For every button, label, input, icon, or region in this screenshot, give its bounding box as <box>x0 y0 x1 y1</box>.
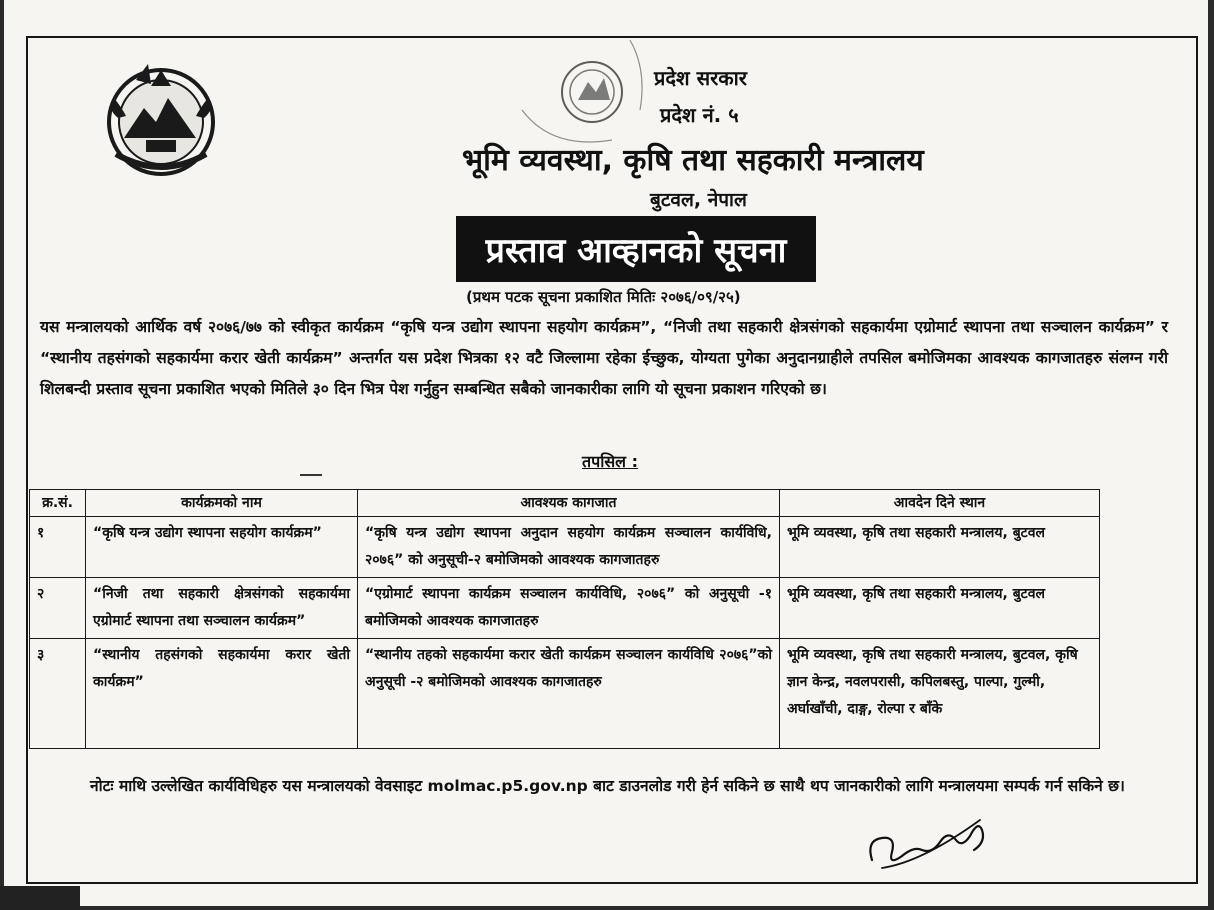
ministry-title: भूमि व्यवस्था, कृषि तथा सहकारी मन्त्रालय <box>462 143 924 178</box>
program-cell: “निजी तथा सहकारी क्षेत्रसंगको सहकार्यमा एग्रोमार्ट स्थापना तथा सञ्चालन कार्यक्रम” <box>86 578 358 639</box>
page-corner-shadow <box>0 886 80 910</box>
program-cell: “स्थानीय तहसंगको सहकार्यमा करार खेती कार्यक्रम” <box>86 639 358 749</box>
note-paragraph: नोटः माथि उल्लेखित कार्यविधिहरु यस मन्त्रालयको वेवसाइट molmac.p5.gov.np बाट डाउनलोड गरी हेर्न सकिने छ साथै थप जानकारीको लागि मन्त्रालयमा सम्पर्क गर्न सकिने छ। <box>90 777 1125 795</box>
province-label: प्रदेश नं. ५ <box>660 103 739 127</box>
details-table <box>29 489 1100 749</box>
details-heading: तपसिल : <box>582 452 638 471</box>
location-label: बुटवल, नेपाल <box>650 189 747 211</box>
documents-cell: “स्थानीय तहको सहकार्यमा करार खेती कार्यक्रम सञ्चालन कार्यविधि २०७६”को अनुसूची -२ बमोजिमको आवश्यक कागजातहरु <box>358 639 780 749</box>
government-label: प्रदेश सरकार <box>654 66 747 90</box>
column-header: आवश्यक कागजात <box>358 490 780 517</box>
place-cell: भूमि व्यवस्था, कृषि तथा सहकारी मन्त्रालय, बुटवल <box>780 578 1100 639</box>
program-cell: “कृषि यन्त्र उद्योग स्थापना सहयोग कार्यक्रम” <box>86 517 358 578</box>
place-cell: भूमि व्यवस्था, कृषि तथा सहकारी मन्त्रालय, बुटवल <box>780 517 1100 578</box>
place-cell: भूमि व्यवस्था, कृषि तथा सहकारी मन्त्रालय, बुटवल, कृषि ज्ञान केन्द्र, नवलपरासी, कपिलबस्तु, पाल्पा, गुल्मी, अर्घाखाँची, दाङ्ग, रोल्पा र बाँके <box>780 639 1100 749</box>
notice-page <box>4 0 1208 906</box>
serial-cell: ३ <box>30 639 86 749</box>
intro-paragraph: यस मन्त्रालयको आर्थिक वर्ष २०७६/७७ को स्वीकृत कार्यक्रम “कृषि यन्त्र उद्योग स्थापना सहयोग कार्यक्रम”, “निजी तथा सहकारी क्षेत्रसंगको सहकार्यमा एग्रोमार्ट स्थापना तथा सञ्चालन कार्यक्रम” र “स्थानीय तहसंगको सहकार्यमा करार खेती कार्यक्रम” अन्तर्गत यस प्रदेश भित्रका १२ वटै जिल्लामा रहेका ईच्छुक, योग्यता पुगेका अनुदानग्राहीले तपसिल बमोजिमका आवश्यक कागजातहरु संलग्न गरी शिलबन्दी प्रस्ताव सूचना प्रकाशित भएको मितिले ३० दिन भित्र पेश गर्नुहुन सम्बन्धित सबैको जानकारीका लागि यो सूचना प्रकाशन गरिएको छ। <box>40 318 1168 398</box>
notice-title: प्रस्ताव आव्हानको सूचना <box>485 231 787 271</box>
table-row <box>30 639 1100 749</box>
notice-title-banner <box>456 216 816 282</box>
documents-cell: “एग्रोमार्ट स्थापना कार्यक्रम सञ्चालन कार्यविधि, २०७६” को अनुसूची -१ बमोजिमको आवश्यक कागजातहरु <box>358 578 780 639</box>
serial-cell: २ <box>30 578 86 639</box>
table-header-row <box>30 490 1100 517</box>
table-row <box>30 578 1100 639</box>
column-header: आवदेन दिने स्थान <box>780 490 1100 517</box>
publication-date: (प्रथम पटक सूचना प्रकाशित मितिः २०७६/०९/२५) <box>466 288 741 306</box>
divider <box>300 474 322 476</box>
column-header: कार्यक्रमको नाम <box>86 490 358 517</box>
column-header: क्र.सं. <box>30 490 86 517</box>
serial-cell: १ <box>30 517 86 578</box>
table-row <box>30 517 1100 578</box>
nepal-emblem-icon <box>96 58 226 183</box>
signature-icon <box>862 790 992 880</box>
documents-cell: “कृषि यन्त्र उद्योग स्थापना अनुदान सहयोग कार्यक्रम सञ्चालन कार्यविधि, २०७६” को अनुसूची-२ बमोजिमको आवश्यक कागजातहरु <box>358 517 780 578</box>
